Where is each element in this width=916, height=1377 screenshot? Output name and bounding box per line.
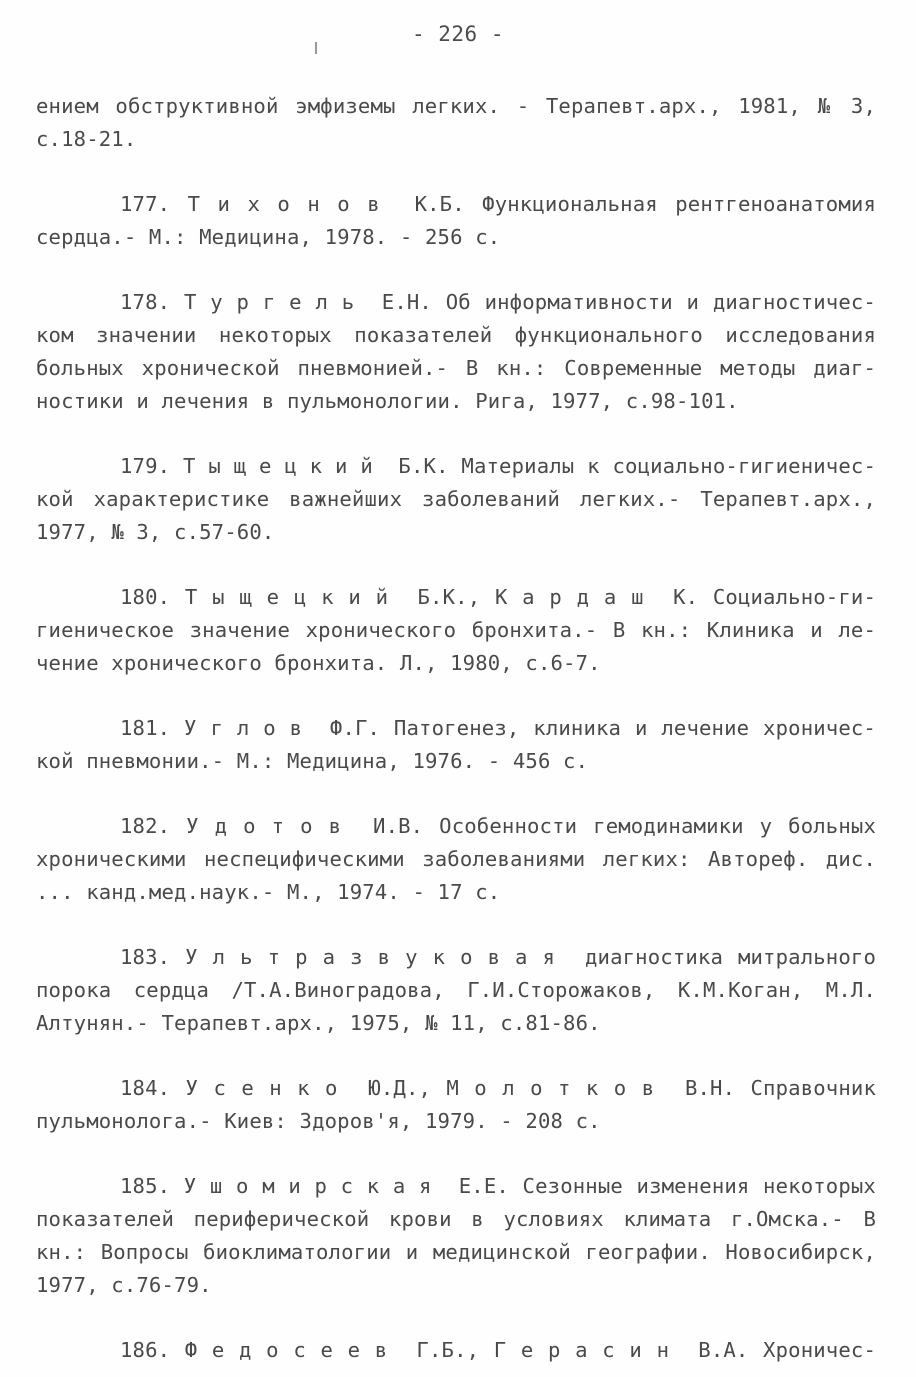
entry-first-line: 186. Ф е д о с е е в Г.Б., Г е р а с и н В.А. Хроничес- [120,1338,876,1362]
entry-line: кой характеристике важнейших заболеваний легких.- Терапевт.арх., [36,487,876,511]
bibliography-entry [36,188,876,254]
entry-first-line: 179. Т ы щ е ц к и й Б.К. Материалы к социально-гигиеничес- [120,454,876,478]
entry-line: кн.: Вопросы биоклиматологии и медицинской географии. Новосибирск, [36,1240,876,1264]
page-number: - 226 - [411,22,504,46]
entry-line: сердца.- М.: Медицина, 1978. - 256 с. [36,225,501,249]
entry-line: больных хронической пневмонией.- В кн.: Современные методы диаг- [36,356,876,380]
entry-line: хроническими неспецифическими заболеваниями легких: Автореф. дис. [36,847,876,871]
entry-first-line: 182. У д о т о в И.В. Особенности гемодинамики у больных [120,814,876,838]
entry-line: ностики и лечения в пульмонологии. Рига, 1977, с.98-101. [36,389,739,413]
entry-line: с.18-21. [36,127,137,151]
bibliography-entry [36,941,876,1040]
entry-first-line: 180. Т ы щ е ц к и й Б.К., К а р д а ш К. Социально-ги- [120,585,876,609]
entry-first-line: 183. У л ь т р а з в у к о в а я диагностика митрального [120,945,876,969]
entry-line: пульмонолога.- Киев: Здоров'я, 1979. - 208 с. [36,1109,601,1133]
bibliography-entry [36,286,876,418]
entry-line: кой пневмонии.- М.: Медицина, 1976. - 456 с. [36,749,589,773]
bibliography-entry [36,90,876,156]
entry-line: 1977, с.76-79. [36,1273,212,1297]
bibliography-entry [36,450,876,549]
entry-first-line: 178. Т у р г е л ь Е.Н. Об информативности и диагностичес- [120,290,876,314]
entry-first-line: 185. У ш о м и р с к а я Е.Е. Сезонные изменения некоторых [120,1174,876,1198]
bibliography-entry [36,1072,876,1138]
bibliography-entry [36,1334,876,1367]
entry-line: ... канд.мед.наук.- М., 1974. - 17 с. [36,880,501,904]
entry-line: ением обструктивной эмфиземы легких. - Терапевт.арх., 1981, № 3, [36,94,876,118]
entry-first-line: 177. Т и х о н о в К.Б. Функциональная рентгеноанатомия [120,192,876,216]
entry-line: 1977, № 3, с.57-60. [36,520,275,544]
entry-line: Алтунян.- Терапевт.арх., 1975, № 11, с.81-86. [36,1011,601,1035]
bibliography-entry [36,810,876,909]
entry-first-line: 181. У г л о в Ф.Г. Патогенез, клиника и лечение хроничес- [120,716,876,740]
entry-line: порока сердца /Т.А.Виноградова, Г.И.Сторожаков, К.М.Коган, М.Л. [36,978,876,1002]
entry-line: показателей периферической крови в условиях климата г.Омска.- В [36,1207,876,1231]
stray-pen-mark [315,42,317,54]
bibliography-entry [36,712,876,778]
entry-line: гиеническое значение хронического бронхита.- В кн.: Клиника и ле- [36,618,876,642]
bibliography-entry [36,581,876,680]
bibliography-entry [36,1170,876,1302]
bibliography-list [36,90,876,1367]
entry-first-line: 184. У с е н к о Ю.Д., М о л о т к о в В.Н. Справочник [120,1076,876,1100]
entry-line: чение хронического бронхита. Л., 1980, с.6-7. [36,651,601,675]
entry-line: ком значении некоторых показателей функционального исследования [36,323,876,347]
